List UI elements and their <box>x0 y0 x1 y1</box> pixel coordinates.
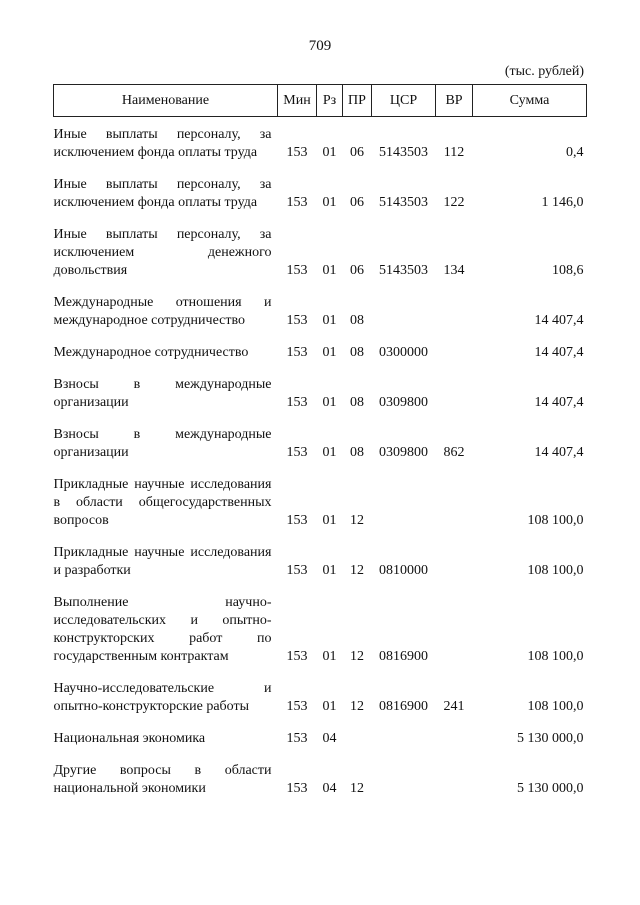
table-row <box>54 376 587 412</box>
table-header-row <box>54 85 587 117</box>
budget-table <box>53 84 587 798</box>
row-min: 153 <box>286 313 308 328</box>
table-row <box>54 126 587 162</box>
row-vr: 122 <box>443 195 465 210</box>
table-row <box>54 544 587 580</box>
row-vr <box>436 730 473 748</box>
row-csr: 0810000 <box>379 563 428 578</box>
table-body <box>54 117 587 799</box>
row-csr <box>372 476 436 530</box>
row-vr: 241 <box>443 699 465 714</box>
table-row <box>54 762 587 798</box>
header-pr: ПР <box>343 85 372 117</box>
row-rz: 01 <box>322 313 337 328</box>
row-csr: 0816900 <box>379 649 428 664</box>
header-rz: Рз <box>317 85 343 117</box>
row-sum: 14 407,4 <box>534 313 584 328</box>
row-vr <box>436 594 473 666</box>
row-name: Международное сотрудничество <box>53 345 249 360</box>
row-vr <box>436 376 473 412</box>
table-row <box>54 594 587 666</box>
row-rz: 01 <box>322 195 337 210</box>
row-name: Прикладные научные исследования в области общегосударственных вопросов <box>53 477 272 528</box>
row-name: Научно-исследовательские и опытно-конструкторские работы <box>53 681 272 714</box>
row-vr: 134 <box>443 263 465 278</box>
page-number: 709 <box>308 38 332 54</box>
row-pr: 06 <box>350 263 364 278</box>
row-name: Выполнение научно-исследовательских и опытно-конструкторских работ по государственным контрактам <box>53 595 272 664</box>
row-rz: 01 <box>322 649 337 664</box>
row-pr: 12 <box>350 513 364 528</box>
row-sum: 14 407,4 <box>534 445 584 460</box>
row-pr: 08 <box>350 313 364 328</box>
row-vr <box>436 344 473 362</box>
row-sum: 5 130 000,0 <box>517 781 584 796</box>
row-name: Другие вопросы в области национальной экономики <box>53 763 272 796</box>
row-csr <box>372 294 436 330</box>
header-name: Наименование <box>54 85 278 117</box>
table-row <box>54 680 587 716</box>
row-pr: 06 <box>350 145 364 160</box>
row-name: Прикладные научные исследования и разработки <box>53 545 272 578</box>
row-min: 153 <box>286 649 308 664</box>
row-name: Взносы в международные организации <box>53 427 272 460</box>
table-row <box>54 226 587 280</box>
row-csr <box>372 730 436 748</box>
row-vr <box>436 294 473 330</box>
row-rz: 01 <box>322 513 337 528</box>
row-sum: 108,6 <box>552 263 584 278</box>
units-label: (тыс. рублей) <box>504 64 584 79</box>
row-sum: 108 100,0 <box>527 513 584 528</box>
row-sum: 14 407,4 <box>534 345 584 360</box>
row-pr: 12 <box>350 699 364 714</box>
row-vr <box>436 762 473 798</box>
table-row <box>54 426 587 462</box>
header-csr: ЦСР <box>372 85 436 117</box>
row-vr <box>436 476 473 530</box>
table-row <box>54 344 587 362</box>
row-rz: 04 <box>322 781 337 796</box>
row-rz: 04 <box>322 731 337 746</box>
row-min: 153 <box>286 513 308 528</box>
row-sum: 108 100,0 <box>527 649 584 664</box>
row-rz: 01 <box>322 345 337 360</box>
row-csr: 0309800 <box>379 395 428 410</box>
header-min: Мин <box>278 85 317 117</box>
row-csr: 5143503 <box>379 263 428 278</box>
row-name: Иные выплаты персоналу, за исключением денежного довольствия <box>53 227 272 278</box>
row-min: 153 <box>286 195 308 210</box>
row-min: 153 <box>286 345 308 360</box>
row-rz: 01 <box>322 145 337 160</box>
table-row <box>54 176 587 212</box>
row-pr: 12 <box>350 649 364 664</box>
row-csr: 0816900 <box>379 699 428 714</box>
row-pr: 12 <box>350 563 364 578</box>
row-name: Международные отношения и международное сотрудничество <box>53 295 272 328</box>
row-pr <box>343 730 372 748</box>
row-vr: 862 <box>443 445 465 460</box>
row-rz: 01 <box>322 445 337 460</box>
header-sum: Сумма <box>473 85 587 117</box>
row-sum: 1 146,0 <box>541 195 584 210</box>
table-row <box>54 730 587 748</box>
row-vr: 112 <box>443 145 465 160</box>
row-rz: 01 <box>322 395 337 410</box>
row-pr: 08 <box>350 345 364 360</box>
row-name: Иные выплаты персоналу, за исключением фонда оплаты труда <box>53 127 272 160</box>
row-min: 153 <box>286 395 308 410</box>
row-sum: 14 407,4 <box>534 395 584 410</box>
row-name: Взносы в международные организации <box>53 377 272 410</box>
row-vr <box>436 544 473 580</box>
row-sum: 0,4 <box>566 145 584 160</box>
row-pr: 08 <box>350 395 364 410</box>
row-pr: 06 <box>350 195 364 210</box>
row-csr <box>372 762 436 798</box>
row-min: 153 <box>286 445 308 460</box>
row-sum: 5 130 000,0 <box>517 731 584 746</box>
table-row <box>54 294 587 330</box>
row-min: 153 <box>286 731 308 746</box>
row-rz: 01 <box>322 563 337 578</box>
row-min: 153 <box>286 145 308 160</box>
row-rz: 01 <box>322 263 337 278</box>
row-pr: 08 <box>350 445 364 460</box>
row-rz: 01 <box>322 699 337 714</box>
row-csr: 0309800 <box>379 445 428 460</box>
row-sum: 108 100,0 <box>527 699 584 714</box>
row-csr: 0300000 <box>379 345 428 360</box>
row-name: Национальная экономика <box>53 731 206 746</box>
header-vr: ВР <box>436 85 473 117</box>
row-pr: 12 <box>350 781 364 796</box>
row-min: 153 <box>286 263 308 278</box>
row-name: Иные выплаты персоналу, за исключением фонда оплаты труда <box>53 177 272 210</box>
row-csr: 5143503 <box>379 195 428 210</box>
row-min: 153 <box>286 781 308 796</box>
row-csr: 5143503 <box>379 145 428 160</box>
row-min: 153 <box>286 699 308 714</box>
row-min: 153 <box>286 563 308 578</box>
table-row <box>54 476 587 530</box>
row-sum: 108 100,0 <box>527 563 584 578</box>
